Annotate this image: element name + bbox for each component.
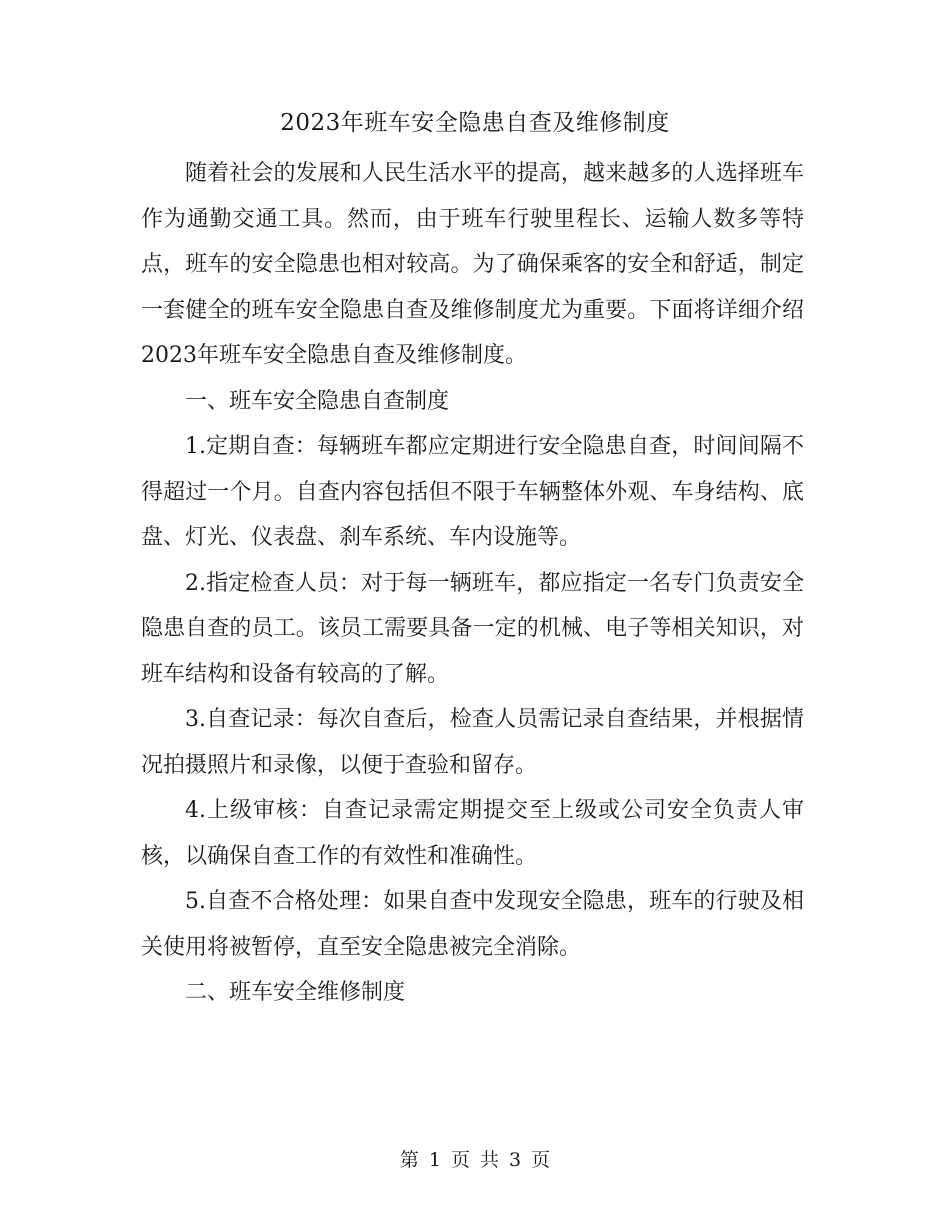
paragraph-intro: 随着社会的发展和人民生活水平的提高，越来越多的人选择班车作为通勤交通工具。然而，由于班车行驶里程长、运输人数多等特点，班车的安全隐患也相对较高。为了确保乘客的安全和舒适，制定一套健全的班车安全隐患自查及维修制度尤为重要。下面将详细介绍2023年班车安全隐患自查及维修制度。 bbox=[141, 161, 804, 368]
section-heading-maintenance: 二、班车安全维修制度 bbox=[185, 980, 406, 1005]
paragraph-item-2: 2.指定检查人员：对于每一辆班车，都应指定一名专门负责安全隐患自查的员工。该员工需要具备一定的机械、电子等相关知识，对班车结构和设备有较高的了解。 bbox=[141, 570, 804, 687]
document-title: 2023年班车安全隐患自查及维修制度 bbox=[280, 110, 670, 136]
paragraph-item-3: 3.自查记录：每次自查后，检查人员需记录自查结果，并根据情况拍摄照片和录像，以便于查验和留存。 bbox=[141, 707, 804, 778]
paragraph-item-4: 4.上级审核：自查记录需定期提交至上级或公司安全负责人审核，以确保自查工作的有效性和准确性。 bbox=[141, 798, 804, 869]
section-heading-self-inspection: 一、班车安全隐患自查制度 bbox=[185, 388, 450, 414]
document-body bbox=[141, 151, 804, 1016]
paragraph-item-1: 1.定期自查：每辆班车都应定期进行安全隐患自查，时间间隔不得超过一个月。自查内容包括但不限于车辆整体外观、车身结构、底盘、灯光、仪表盘、刹车系统、车内设施等。 bbox=[141, 434, 804, 550]
page-footer: 第 1 页 共 3 页 bbox=[399, 1149, 551, 1171]
paragraph-item-5: 5.自查不合格处理：如果自查中发现安全隐患，班车的行驶及相关使用将被暂停，直至安全隐患被完全消除。 bbox=[141, 889, 804, 960]
